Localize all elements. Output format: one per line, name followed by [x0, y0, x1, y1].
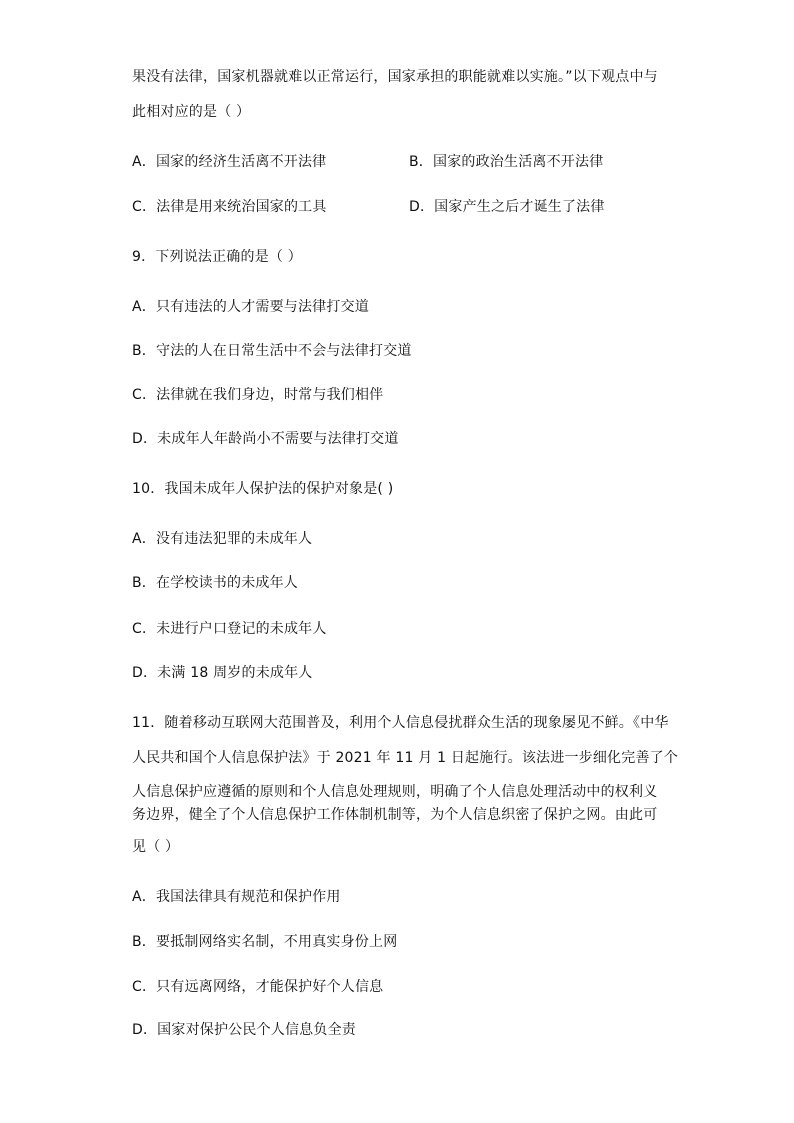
q9-stem: 9．下列说法正确的是（ ） — [132, 249, 302, 265]
q11-stem-line-2: 人民共和国个人信息保护法》于 2021 年 11 月 1 日起施行。该法进一步细化完善了个 — [132, 750, 679, 766]
q10-stem: 10．我国未成年人保护法的保护对象是( ) — [132, 481, 394, 497]
q8-option-d: D．国家产生之后才诞生了法律 — [409, 199, 605, 215]
q11-option-c: C．只有远离网络，才能保护好个人信息 — [132, 979, 384, 995]
q10-option-b: B．在学校读书的未成年人 — [132, 575, 299, 591]
q10-option-d: D．未满 18 周岁的未成年人 — [132, 665, 313, 681]
q8-stem-line-2: 此相对应的是（ ） — [132, 104, 251, 120]
q10-option-a: A．没有违法犯罪的未成年人 — [132, 531, 313, 547]
q9-option-c: C．法律就在我们身边，时常与我们相伴 — [132, 387, 384, 403]
q11-stem-line-5: 见（ ） — [132, 839, 180, 855]
q8-option-c: C．法律是用来统治国家的工具 — [132, 199, 327, 215]
q9-option-b: B．守法的人在日常生活中不会与法律打交道 — [132, 343, 412, 359]
q11-option-d: D．国家对保护公民个人信息负全责 — [132, 1022, 356, 1038]
q11-stem-line-1: 11．随着移动互联网大范围普及，利用个人信息侵扰群众生活的现象屡见不鲜。《中华 — [132, 715, 669, 731]
q8-option-a: A．国家的经济生活离不开法律 — [132, 154, 327, 170]
q11-option-a: A．我国法律具有规范和保护作用 — [132, 889, 341, 905]
q9-option-d: D．未成年人年龄尚小不需要与法律打交道 — [132, 431, 399, 447]
q10-option-c: C．未进行户口登记的未成年人 — [132, 621, 327, 637]
q11-option-b: B．要抵制网络实名制，不用真实身份上网 — [132, 934, 398, 950]
q11-stem-line-4: 务边界，健全了个人信息保护工作体制机制等，为个人信息织密了保护之网。由此可 — [132, 807, 658, 823]
q9-option-a: A．只有违法的人才需要与法律打交道 — [132, 299, 369, 315]
q8-option-b: B．国家的政治生活离不开法律 — [409, 154, 604, 170]
q8-stem-line-1: 果没有法律，国家机器就难以正常运行，国家承担的职能就难以实施。”以下观点中与 — [132, 69, 658, 85]
q11-stem-line-3: 人信息保护应遵循的原则和个人信息处理规则，明确了个人信息处理活动中的权利义 — [132, 784, 658, 800]
